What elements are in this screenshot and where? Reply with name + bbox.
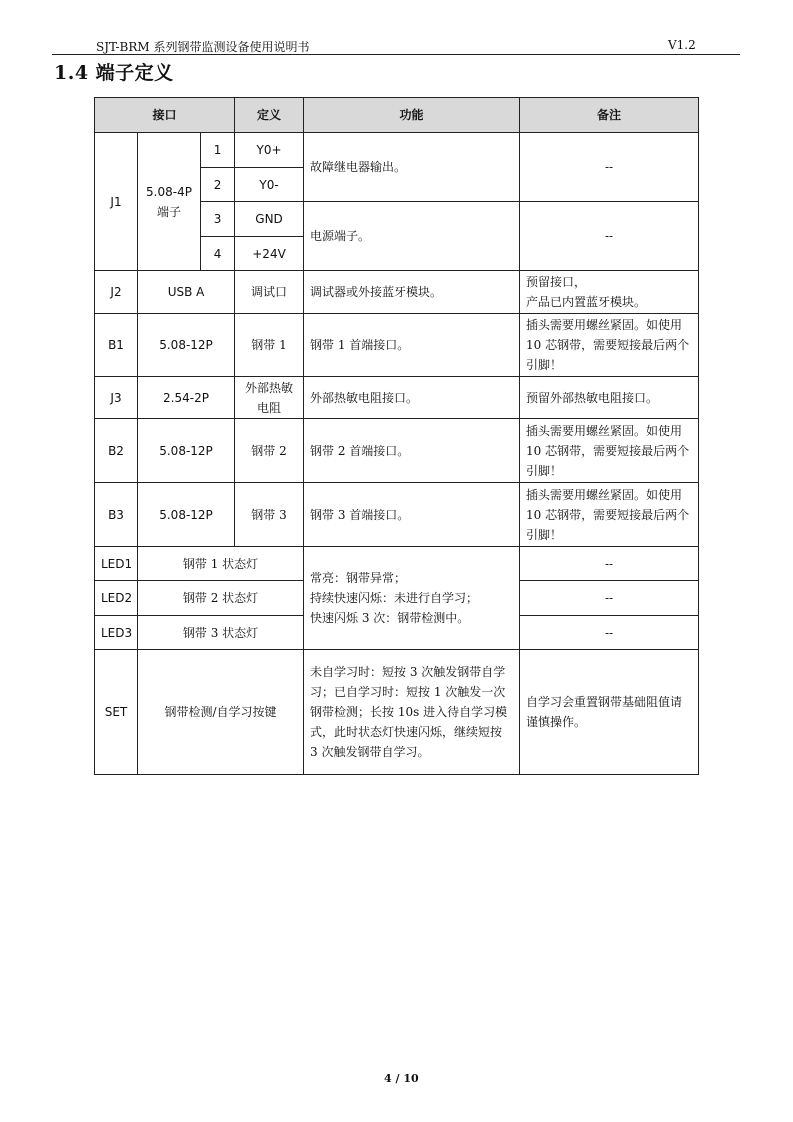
version-label: V1.2 bbox=[668, 38, 696, 52]
remark-line: 预留接口， bbox=[526, 275, 587, 289]
function-cell: 外部热敏电阻接口。 bbox=[304, 377, 520, 419]
header-function: 功能 bbox=[304, 98, 520, 133]
remark-cell bbox=[520, 271, 699, 314]
function-cell: 未自学习时：短按 3 次触发钢带自学习；已自学习时：短按 1 次触发一次钢带检测；长按 10s 进入待自学习模式，此时状态灯快速闪烁，继续短按 3 次触发钢带自学习。 bbox=[304, 650, 520, 775]
led-function-line: 快速闪烁 3 次：钢带检测中。 bbox=[310, 611, 470, 625]
pin-definition: Y0- bbox=[235, 168, 304, 202]
interface-id: LED3 bbox=[95, 616, 138, 650]
interface-type: 5.08-12P bbox=[138, 419, 235, 483]
function-cell: 故障继电器输出。 bbox=[304, 133, 520, 202]
table-row bbox=[95, 314, 699, 377]
interface-id: J3 bbox=[95, 377, 138, 419]
terminal-definition-table bbox=[94, 97, 699, 775]
definition-cell: 外部热敏电阻 bbox=[235, 377, 304, 419]
remark-cell: -- bbox=[520, 581, 699, 616]
remark-cell: -- bbox=[520, 616, 699, 650]
interface-type: USB A bbox=[138, 271, 235, 314]
section-title: 1.4 端子定义 bbox=[54, 62, 174, 84]
remark-cell: -- bbox=[520, 547, 699, 581]
header-divider bbox=[52, 54, 740, 55]
definition-cell: 钢带 3 bbox=[235, 483, 304, 547]
remark-cell: -- bbox=[520, 202, 699, 271]
header-definition: 定义 bbox=[235, 98, 304, 133]
table-row bbox=[95, 271, 699, 314]
interface-id: LED1 bbox=[95, 547, 138, 581]
definition-cell: 钢带 1 bbox=[235, 314, 304, 377]
pin-number: 2 bbox=[201, 168, 235, 202]
definition-cell: 钢带 3 状态灯 bbox=[138, 616, 304, 650]
table-row bbox=[95, 483, 699, 547]
remark-cell: -- bbox=[520, 133, 699, 202]
function-cell: 钢带 3 首端接口。 bbox=[304, 483, 520, 547]
interface-id: LED2 bbox=[95, 581, 138, 616]
table-header-row bbox=[95, 98, 699, 133]
interface-id: B1 bbox=[95, 314, 138, 377]
led-function-line: 持续快速闪烁：未进行自学习； bbox=[310, 591, 479, 605]
function-cell: 电源端子。 bbox=[304, 202, 520, 271]
led-function-line: 常亮：钢带异常； bbox=[310, 571, 407, 585]
table-row bbox=[95, 547, 699, 581]
document-title-header: SJT-BRM 系列钢带监测设备使用说明书 bbox=[96, 40, 310, 54]
pin-number: 4 bbox=[201, 237, 235, 271]
interface-type: 2.54-2P bbox=[138, 377, 235, 419]
function-cell: 钢带 2 首端接口。 bbox=[304, 419, 520, 483]
remark-cell: 插头需要用螺丝紧固。如使用 10 芯钢带，需要短接最后两个引脚！ bbox=[520, 419, 699, 483]
function-cell: 钢带 1 首端接口。 bbox=[304, 314, 520, 377]
pin-definition: +24V bbox=[235, 237, 304, 271]
pin-number: 3 bbox=[201, 202, 235, 237]
pin-definition: GND bbox=[235, 202, 304, 237]
remark-cell: 插头需要用螺丝紧固。如使用 10 芯钢带，需要短接最后两个引脚！ bbox=[520, 314, 699, 377]
interface-type: 5.08-12P bbox=[138, 314, 235, 377]
header-interface: 接口 bbox=[95, 98, 235, 133]
interface-id: J1 bbox=[95, 133, 138, 271]
definition-cell: 钢带检测/自学习按键 bbox=[138, 650, 304, 775]
remark-cell: 预留外部热敏电阻接口。 bbox=[520, 377, 699, 419]
table-row bbox=[95, 650, 699, 775]
interface-id: B3 bbox=[95, 483, 138, 547]
function-cell: 调试器或外接蓝牙模块。 bbox=[304, 271, 520, 314]
table-row bbox=[95, 419, 699, 483]
definition-cell: 钢带 2 bbox=[235, 419, 304, 483]
remark-line: 产品已内置蓝牙模块。 bbox=[526, 295, 647, 309]
remark-cell: 自学习会重置钢带基础阻值请谨慎操作。 bbox=[520, 650, 699, 775]
function-cell bbox=[304, 547, 520, 650]
remark-cell: 插头需要用螺丝紧固。如使用 10 芯钢带，需要短接最后两个引脚！ bbox=[520, 483, 699, 547]
definition-cell: 钢带 2 状态灯 bbox=[138, 581, 304, 616]
header-remark: 备注 bbox=[520, 98, 699, 133]
definition-cell: 调试口 bbox=[235, 271, 304, 314]
interface-id: J2 bbox=[95, 271, 138, 314]
interface-id: SET bbox=[95, 650, 138, 775]
definition-cell: 钢带 1 状态灯 bbox=[138, 547, 304, 581]
pin-definition: Y0+ bbox=[235, 133, 304, 168]
interface-id: B2 bbox=[95, 419, 138, 483]
page-number: 4 / 10 bbox=[384, 1072, 419, 1085]
interface-type: 5.08-4P 端子 bbox=[138, 133, 201, 271]
interface-type: 5.08-12P bbox=[138, 483, 235, 547]
pin-number: 1 bbox=[201, 133, 235, 168]
table-row bbox=[95, 133, 699, 168]
table-row bbox=[95, 377, 699, 419]
